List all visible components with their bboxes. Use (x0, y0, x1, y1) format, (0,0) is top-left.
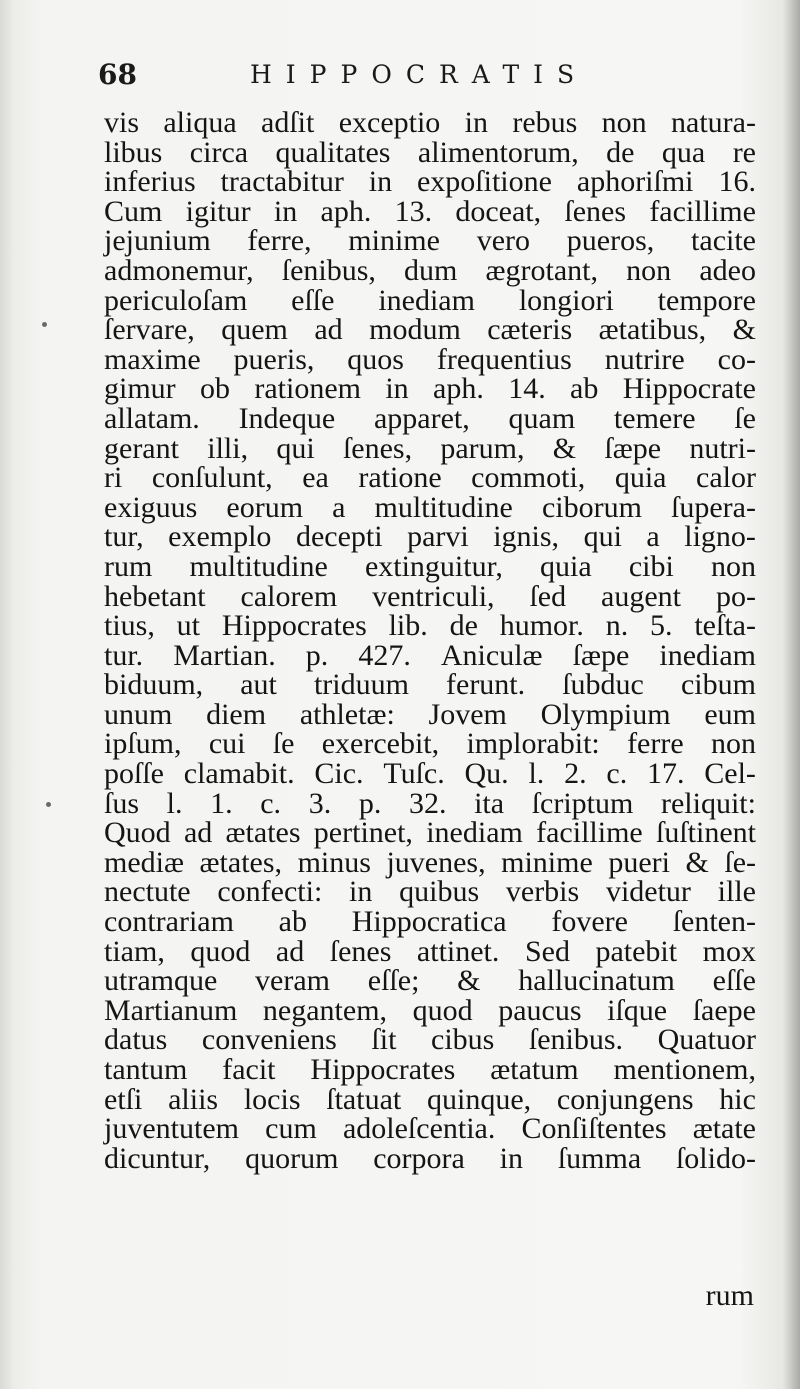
text-line: datus conveniens ſit cibus ſenibus. Quatuor (104, 1023, 756, 1057)
text-line: biduum, aut triduum ferunt. ſubduc cibum (104, 668, 756, 702)
text-line: inferius tractabitur in expoſitione aphoriſmi 16. (104, 165, 756, 199)
text-line: tur. Martian. p. 427. Aniculæ ſæpe inediam (104, 638, 756, 672)
text-line: Martianum negantem, quod paucus iſque ſaepe (104, 993, 756, 1027)
text-line: gerant illi, qui ſenes, parum, & ſæpe nutri- (104, 431, 756, 465)
text-line: admonemur, ſenibus, dum ægrotant, non adeo (104, 253, 756, 287)
text-line: utramque veram eſſe; & hallucinatum eſſe (104, 964, 756, 998)
text-line: tiam, quod ad ſenes attinet. Sed patebit mox (104, 934, 756, 968)
text-line: etſi aliis locis ſtatuat quinque, conjungens hic (104, 1082, 756, 1116)
text-line: exiguus eorum a multitudine ciborum ſupera- (104, 490, 756, 524)
text-line: dicuntur, quorum corpora in ſumma ſolido- (104, 1141, 756, 1175)
text-line: unum diem athletæ: Jovem Olympium eum (104, 697, 756, 731)
text-line: ri conſulunt, ea ratione commoti, quia calor (104, 461, 756, 495)
text-line: maxime pueris, quos frequentius nutrire co- (104, 342, 756, 376)
text-line: poſſe clamabit. Cic. Tuſc. Qu. l. 2. c. 17. Cel- (104, 757, 756, 791)
text-line: tur, exemplo decepti parvi ignis, qui a ligno- (104, 520, 756, 554)
page-header (98, 52, 758, 96)
text-line: libus circa qualitates alimentorum, de qua re (104, 135, 756, 169)
text-line: Cum igitur in aph. 13. doceat, ſenes facillime (104, 194, 756, 228)
text-line: hebetant calorem ventriculi, ſed augent po- (104, 579, 756, 613)
body-text (104, 108, 756, 1308)
running-title: HIPPOCRATIS (250, 59, 589, 89)
text-line: Quod ad ætates pertinet, inediam facillime ſuſtinent (104, 816, 756, 850)
text-line: tius, ut Hippocrates lib. de humor. n. 5. teſta- (104, 609, 756, 643)
page-edge-shadow (782, 0, 800, 1389)
text-line: gimur ob rationem in aph. 14. ab Hippocrate (104, 372, 756, 406)
text-line: periculoſam eſſe inediam longiori tempore (104, 283, 756, 317)
text-line: ſervare, quem ad modum cæteris ætatibus, & (104, 313, 756, 347)
text-line: vis aliqua adſit exceptio in rebus non natura- (104, 106, 756, 139)
scan-speck (46, 802, 51, 807)
scan-speck (42, 322, 47, 327)
page-number: 68 (98, 57, 137, 91)
text-line: rum multitudine extinguitur, quia cibi non (104, 549, 756, 583)
text-line: mediæ ætates, minus juvenes, minime pueri & ſe- (104, 845, 756, 879)
catchword: rum (705, 1279, 754, 1312)
text-line: jejunium ferre, minime vero pueros, tacite (104, 224, 756, 258)
text-line: tantum facit Hippocrates ætatum mentionem, (104, 1053, 756, 1086)
text-line: contrariam ab Hippocratica fovere ſenten- (104, 905, 756, 939)
text-line: ſus l. 1. c. 3. p. 32. ita ſcriptum reliquit: (104, 786, 756, 820)
text-line: nectute confecti: in quibus verbis videtur ille (104, 875, 756, 909)
text-line: ipſum, cui ſe exercebit, implorabit: ferre non (104, 727, 756, 761)
text-line: allatam. Indeque apparet, quam temere ſe (104, 401, 756, 435)
text-line: juventutem cum adoleſcentia. Conſiſtentes ætate (104, 1112, 756, 1146)
